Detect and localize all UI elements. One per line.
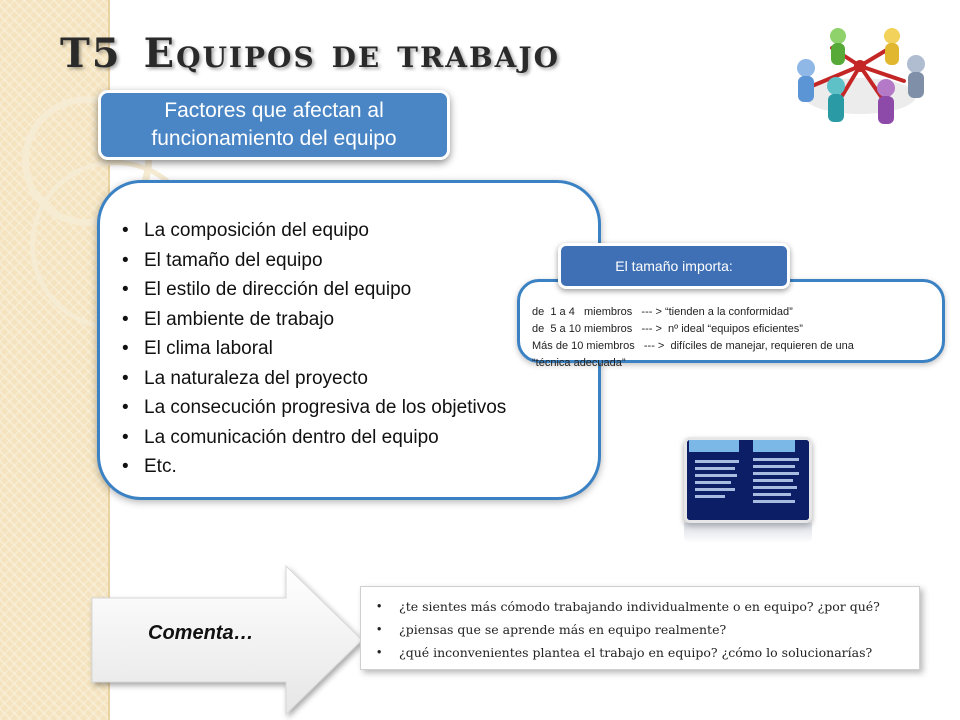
list-item: • El ambiente de trabajo bbox=[122, 305, 506, 335]
thumbnail-reflection bbox=[684, 523, 812, 543]
list-item: • ¿piensas que se aprende más en equipo realmente? bbox=[371, 618, 880, 641]
team-size-lines bbox=[532, 304, 854, 372]
list-item: • ¿te sientes más cómodo trabajando individualmente o en equipo? ¿por qué? bbox=[371, 595, 880, 618]
list-item: • ¿qué inconvenientes plantea el trabajo en equipo? ¿cómo lo solucionarías? bbox=[371, 641, 880, 664]
team-size-line: Más de 10 miembros --- > difíciles de manejar, requieren de una bbox=[532, 340, 854, 352]
list-item: • El clima laboral bbox=[122, 334, 506, 364]
questions-list bbox=[371, 595, 880, 664]
team-network-icon bbox=[792, 26, 932, 126]
comenta-label: Comenta… bbox=[148, 622, 254, 644]
list-item: • Etc. bbox=[122, 452, 506, 482]
team-size-line: de 5 a 10 miembros --- > nº ideal “equipos eficientes” bbox=[532, 323, 803, 335]
thumbnail-graphic bbox=[687, 440, 809, 520]
team-size-label-text: El tamaño importa: bbox=[615, 258, 733, 274]
title-text: Equipos de trabajo bbox=[143, 30, 561, 77]
list-item: • La composición del equipo bbox=[122, 216, 506, 246]
list-item: • El estilo de dirección del equipo bbox=[122, 275, 506, 305]
subtitle-text: Factores que afectan al funcionamiento del equipo bbox=[151, 99, 397, 150]
slide-title bbox=[60, 30, 560, 77]
questions-box bbox=[360, 586, 920, 670]
title-code: T5 bbox=[60, 30, 122, 77]
list-item: • La naturaleza del proyecto bbox=[122, 364, 506, 394]
list-item: • La consecución progresiva de los objetivos bbox=[122, 393, 506, 423]
team-size-label bbox=[558, 243, 790, 289]
list-item: • El tamaño del equipo bbox=[122, 246, 506, 276]
grupo-equipo-thumbnail bbox=[684, 437, 812, 523]
subtitle-box bbox=[98, 90, 450, 160]
team-size-line: de 1 a 4 miembros --- > “tienden a la conformidad” bbox=[532, 306, 793, 318]
team-size-line: “técnica adecuada” bbox=[532, 357, 626, 369]
list-item: • La comunicación dentro del equipo bbox=[122, 423, 506, 453]
factors-list bbox=[122, 216, 506, 482]
